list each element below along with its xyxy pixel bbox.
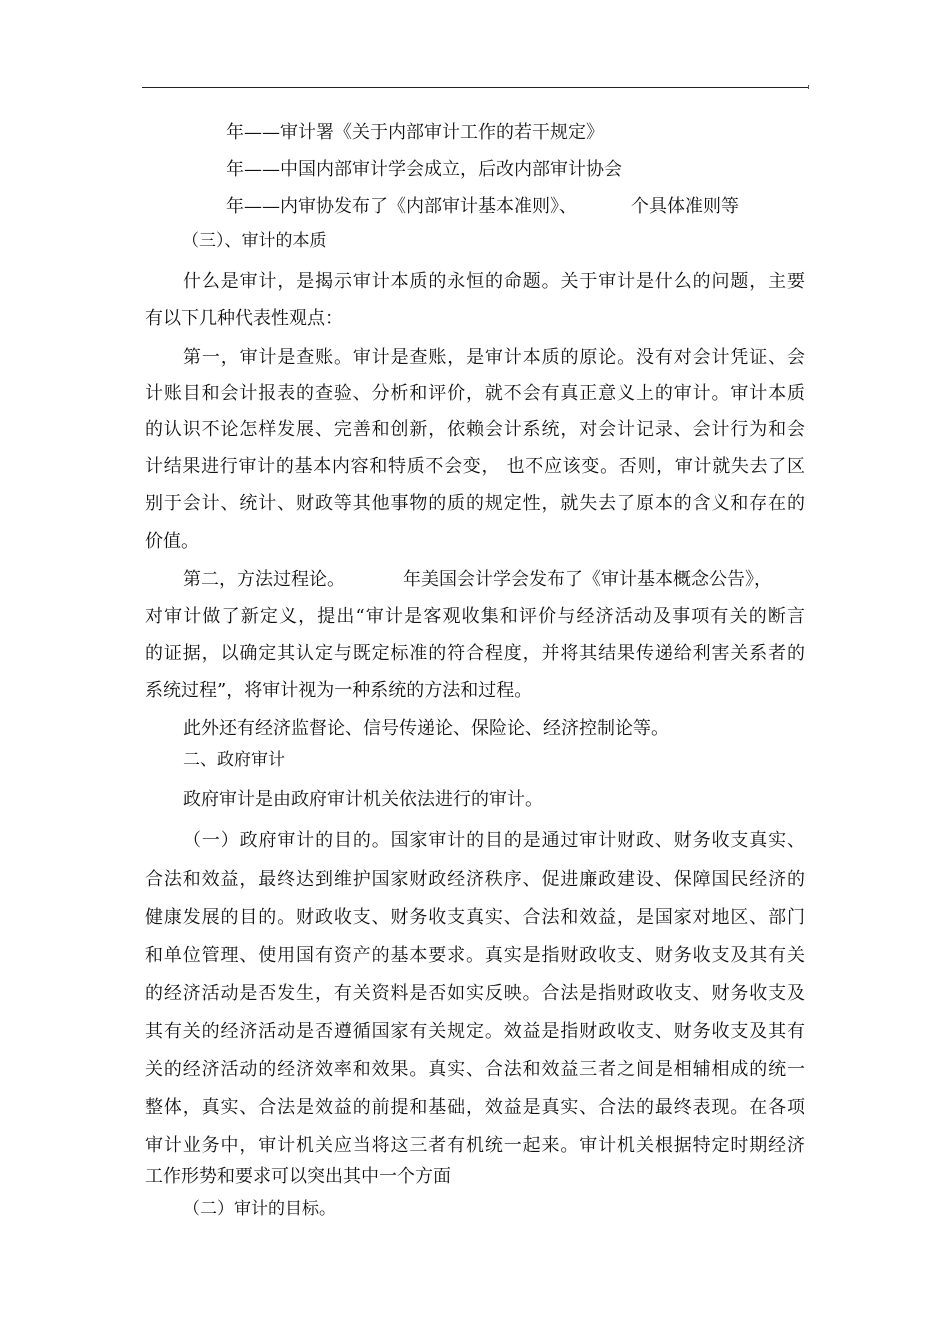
first-line-1: 第一，审计是查账。审计是查账，是审计本质的原论。没有对会计凭证、会 [183,347,805,368]
chronology-line-1: 年——审计署《关于内部审计工作的若干规定》 [226,122,604,143]
section-3-heading: （三）、审计的本质 [182,231,327,251]
first-line-3: 的认识不论怎样发展、完善和创新，依赖会计系统，对会计记录、会计行为和会 [145,419,805,440]
chronology-line-3-tail: 个具体准则等 [631,196,739,217]
purpose-line-3: 健康发展的目的。财政收支、财务收支真实、合法和效益，是国家对地区、部门 [145,907,805,928]
second-line-1b: 年美国会计学会发布了《审计基本概念公告》， [403,569,772,590]
purpose-line-8: 整体，真实、合法是效益的前提和基础，效益是真实、合法的最终表现。在各项 [145,1097,805,1118]
first-line-6: 价值。 [145,531,199,552]
section-audit-target: （二）审计的目标。 [183,1199,336,1219]
chronology-line-2: 年——中国内部审计学会成立，后改内部审计协会 [226,159,622,180]
chronology-line-3: 年——内审协发布了《内部审计基本准则》、 [226,196,577,217]
purpose-line-7: 关的经济活动的经济效率和效果。真实、合法和效益三者之间是相辅相成的统一 [145,1059,805,1080]
header-rule [142,87,809,88]
first-line-4: 计结果进行审计的基本内容和特质不会变， 也不应该变。否则，审计就失去了区 [145,456,805,477]
first-line-2: 计账目和会计报表的查验、分析和评价，就不会有真正意义上的审计。审计本质 [145,383,805,404]
section-2-heading: 二、政府审计 [183,750,285,770]
purpose-line-10: 工作形势和要求可以突出其中一个方面 [145,1166,451,1187]
second-line-1a: 第二，方法过程论。 [183,569,345,590]
intro-line-1: 什么是审计，是揭示审计本质的永恒的命题。关于审计是什么的问题，主要 [183,271,805,292]
other-views: 此外还有经济监督论、信号传递论、保险论、经济控制论等。 [183,718,669,739]
purpose-line-1: （一）政府审计的目的。国家审计的目的是通过审计财政、财务收支真实、 [183,830,805,851]
second-line-3: 的证据，以确定其认定与既定标准的符合程度，并将其结果传递给利害关系者的 [145,643,805,664]
purpose-line-5: 的经济活动是否发生，有关资料是否如实反映。合法是指财政收支、财务收支及 [145,983,805,1004]
second-line-4: 系统过程”，将审计视为一种系统的方法和过程。 [145,680,533,701]
intro-line-2: 有以下几种代表性观点： [145,308,343,329]
purpose-line-9: 审计业务中，审计机关应当将这三者有机统一起来。审计机关根据特定时期经济 [145,1135,805,1156]
first-line-5: 别于会计、统计、财政等其他事物的质的规定性，就失去了原本的含义和存在的 [145,493,805,514]
purpose-line-6: 其有关的经济活动是否遵循国家有关规定。效益是指财政收支、财务收支及其有 [145,1021,805,1042]
gov-audit-definition: 政府审计是由政府审计机关依法进行的审计。 [183,789,543,810]
purpose-line-4: 和单位管理、使用国有资产的基本要求。真实是指财政收支、财务收支及其有关 [145,945,805,966]
purpose-line-2: 合法和效益，最终达到维护国家财政经济秩序、促进廉政建设、保障国民经济的 [145,869,805,890]
second-line-2: 对审计做了新定义，提出“审计是客观收集和评价与经济活动及事项有关的断言 [145,606,805,627]
header-rule-tick [808,85,809,89]
